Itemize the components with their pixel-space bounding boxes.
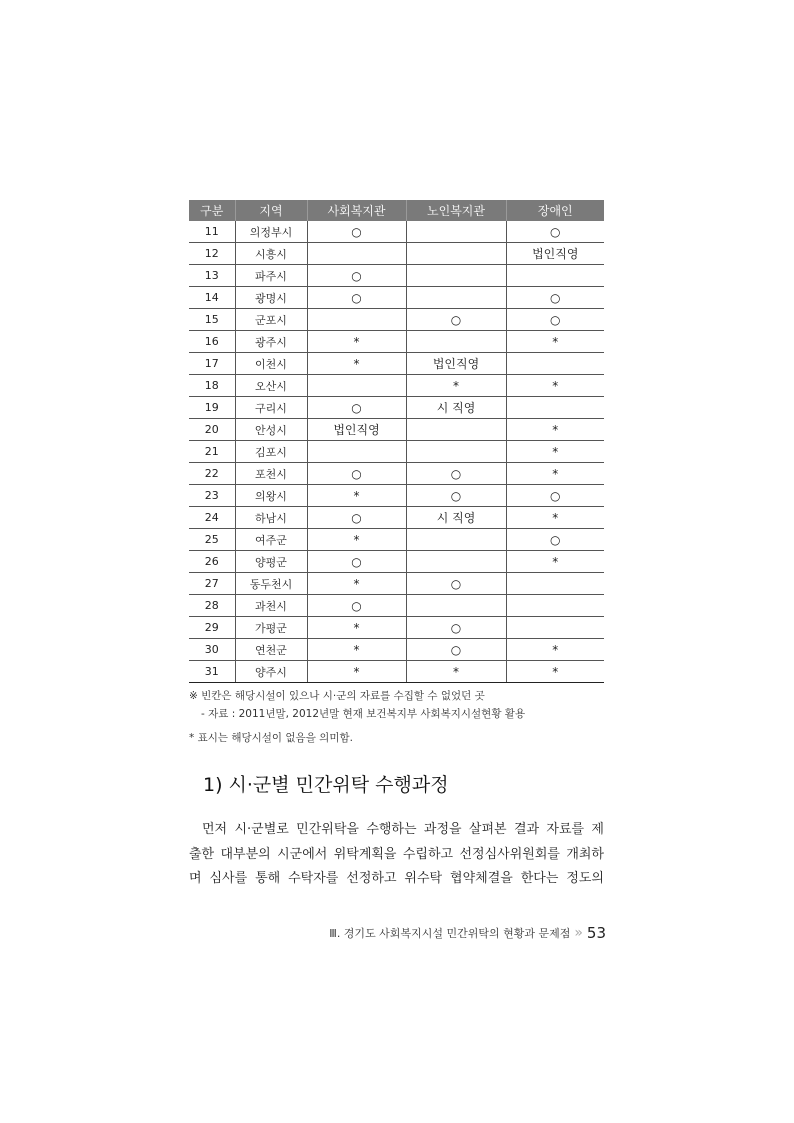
table-row [189, 485, 604, 507]
table-row [189, 331, 604, 353]
paragraph-line-2: 출한 대부분의 시군에서 위탁계획을 수립하고 선정심사위원회를 개최하 [189, 846, 604, 862]
cell-social-welfare-center: * [307, 353, 406, 375]
cell-senior-welfare-center: ○ [406, 573, 506, 595]
cell-disabled-welfare [506, 573, 604, 595]
page-footer [329, 924, 606, 942]
note-blank-cells: ※ 빈칸은 해당시설이 있으나 시·군의 자료를 수집할 수 없었던 곳 [189, 690, 485, 702]
footer-chapter-title: Ⅲ. 경기도 사회복지시설 민간위탁의 현황과 문제점 [329, 927, 571, 940]
cell-disabled-welfare: * [506, 419, 604, 441]
paragraph-line-1: 먼저 시·군별로 민간위탁을 수행하는 과정을 살펴본 결과 자료를 제 [202, 822, 604, 837]
cell-disabled-welfare: ○ [506, 287, 604, 309]
cell-senior-welfare-center: 법인직영 [406, 353, 506, 375]
cell-social-welfare-center: * [307, 661, 406, 683]
cell-social-welfare-center: ○ [307, 287, 406, 309]
table-row [189, 353, 604, 375]
cell-disabled-welfare: ○ [506, 309, 604, 331]
cell-number: 19 [189, 397, 235, 419]
cell-senior-welfare-center: 시 직영 [406, 507, 506, 529]
cell-region: 광명시 [235, 287, 307, 309]
cell-senior-welfare-center: 시 직영 [406, 397, 506, 419]
table-row [189, 419, 604, 441]
cell-social-welfare-center: * [307, 529, 406, 551]
cell-region: 의왕시 [235, 485, 307, 507]
cell-number: 21 [189, 441, 235, 463]
cell-region: 오산시 [235, 375, 307, 397]
table-row [189, 551, 604, 573]
cell-social-welfare-center: ○ [307, 221, 406, 243]
table-row [189, 243, 604, 265]
double-chevron-right-icon: » [574, 925, 583, 941]
cell-number: 26 [189, 551, 235, 573]
cell-number: 23 [189, 485, 235, 507]
cell-disabled-welfare: * [506, 463, 604, 485]
cell-number: 29 [189, 617, 235, 639]
cell-senior-welfare-center: * [406, 375, 506, 397]
cell-number: 27 [189, 573, 235, 595]
cell-disabled-welfare: * [506, 331, 604, 353]
cell-social-welfare-center: * [307, 485, 406, 507]
cell-social-welfare-center: ○ [307, 265, 406, 287]
body-paragraph [189, 818, 604, 892]
cell-region: 구리시 [235, 397, 307, 419]
cell-region: 양주시 [235, 661, 307, 683]
cell-region: 포천시 [235, 463, 307, 485]
header-category: 구분 [189, 200, 235, 221]
cell-disabled-welfare: ○ [506, 221, 604, 243]
table-row [189, 463, 604, 485]
cell-number: 20 [189, 419, 235, 441]
cell-disabled-welfare: ○ [506, 529, 604, 551]
header-senior-welfare-center: 노인복지관 [406, 200, 506, 221]
cell-social-welfare-center: 법인직영 [307, 419, 406, 441]
cell-number: 28 [189, 595, 235, 617]
header-region: 지역 [235, 200, 307, 221]
cell-region: 과천시 [235, 595, 307, 617]
cell-region: 시흥시 [235, 243, 307, 265]
cell-social-welfare-center [307, 243, 406, 265]
cell-number: 12 [189, 243, 235, 265]
cell-social-welfare-center: ○ [307, 595, 406, 617]
cell-social-welfare-center: ○ [307, 551, 406, 573]
cell-number: 16 [189, 331, 235, 353]
cell-number: 30 [189, 639, 235, 661]
cell-senior-welfare-center: ○ [406, 485, 506, 507]
cell-senior-welfare-center [406, 221, 506, 243]
table-row [189, 441, 604, 463]
table-row [189, 287, 604, 309]
paragraph-line-3: 며 심사를 통해 수탁자를 선정하고 위수탁 협약체결을 한다는 정도의 [189, 871, 604, 886]
table-row [189, 375, 604, 397]
table-header-row [189, 200, 604, 221]
cell-region: 하남시 [235, 507, 307, 529]
facility-status-table [189, 200, 604, 683]
cell-senior-welfare-center [406, 331, 506, 353]
table-row [189, 573, 604, 595]
cell-senior-welfare-center [406, 265, 506, 287]
header-disabled-welfare: 장애인 [506, 200, 604, 221]
cell-senior-welfare-center [406, 551, 506, 573]
cell-senior-welfare-center: ○ [406, 639, 506, 661]
table-row [189, 529, 604, 551]
cell-number: 14 [189, 287, 235, 309]
cell-region: 이천시 [235, 353, 307, 375]
section-heading: 1) 시·군별 민간위탁 수행과정 [203, 774, 449, 796]
cell-region: 의정부시 [235, 221, 307, 243]
cell-region: 연천군 [235, 639, 307, 661]
cell-senior-welfare-center [406, 243, 506, 265]
cell-senior-welfare-center: ○ [406, 463, 506, 485]
table-row [189, 397, 604, 419]
cell-region: 양평군 [235, 551, 307, 573]
cell-region: 파주시 [235, 265, 307, 287]
cell-region: 여주군 [235, 529, 307, 551]
cell-region: 가평군 [235, 617, 307, 639]
cell-disabled-welfare: * [506, 639, 604, 661]
cell-senior-welfare-center: * [406, 661, 506, 683]
cell-disabled-welfare [506, 397, 604, 419]
table-row [189, 617, 604, 639]
cell-number: 15 [189, 309, 235, 331]
table-row [189, 309, 604, 331]
cell-senior-welfare-center: ○ [406, 309, 506, 331]
header-social-welfare-center: 사회복지관 [307, 200, 406, 221]
cell-number: 18 [189, 375, 235, 397]
cell-region: 군포시 [235, 309, 307, 331]
cell-social-welfare-center: ○ [307, 397, 406, 419]
note-source: - 자료 : 2011년말, 2012년말 현재 보건복지부 사회복지시설현황 활용 [201, 708, 526, 720]
cell-number: 24 [189, 507, 235, 529]
cell-disabled-welfare: * [506, 441, 604, 463]
table-row [189, 595, 604, 617]
cell-number: 31 [189, 661, 235, 683]
cell-disabled-welfare [506, 265, 604, 287]
cell-senior-welfare-center [406, 287, 506, 309]
cell-disabled-welfare [506, 595, 604, 617]
cell-number: 17 [189, 353, 235, 375]
cell-social-welfare-center: * [307, 331, 406, 353]
cell-number: 11 [189, 221, 235, 243]
cell-disabled-welfare: ○ [506, 485, 604, 507]
table-row [189, 221, 604, 243]
cell-region: 김포시 [235, 441, 307, 463]
cell-disabled-welfare: 법인직영 [506, 243, 604, 265]
cell-disabled-welfare: * [506, 661, 604, 683]
cell-disabled-welfare: * [506, 375, 604, 397]
cell-senior-welfare-center [406, 529, 506, 551]
page-number: 53 [586, 924, 606, 942]
cell-social-welfare-center: * [307, 639, 406, 661]
cell-disabled-welfare: * [506, 507, 604, 529]
cell-senior-welfare-center [406, 419, 506, 441]
cell-number: 22 [189, 463, 235, 485]
cell-social-welfare-center [307, 441, 406, 463]
table-row [189, 661, 604, 683]
cell-region: 안성시 [235, 419, 307, 441]
cell-region: 광주시 [235, 331, 307, 353]
cell-disabled-welfare: * [506, 551, 604, 573]
cell-senior-welfare-center: ○ [406, 617, 506, 639]
cell-region: 동두천시 [235, 573, 307, 595]
table-row [189, 507, 604, 529]
table-row [189, 639, 604, 661]
table-row [189, 265, 604, 287]
cell-disabled-welfare [506, 617, 604, 639]
cell-social-welfare-center: * [307, 573, 406, 595]
cell-social-welfare-center: ○ [307, 463, 406, 485]
cell-social-welfare-center: ○ [307, 507, 406, 529]
cell-social-welfare-center [307, 375, 406, 397]
cell-senior-welfare-center [406, 441, 506, 463]
cell-senior-welfare-center [406, 595, 506, 617]
cell-number: 13 [189, 265, 235, 287]
cell-social-welfare-center [307, 309, 406, 331]
cell-social-welfare-center: * [307, 617, 406, 639]
note-asterisk: * 표시는 해당시설이 없음을 의미함. [189, 732, 353, 744]
cell-number: 25 [189, 529, 235, 551]
cell-disabled-welfare [506, 353, 604, 375]
